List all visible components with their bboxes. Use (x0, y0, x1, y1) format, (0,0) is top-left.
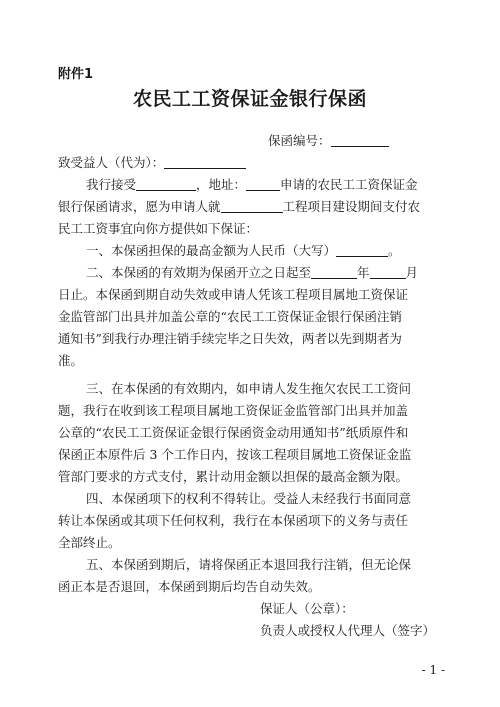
clause-2-line-5: 准。 (58, 353, 84, 368)
clause-1-line (86, 243, 401, 259)
clause-5-line-2: 函正本是否退回，本保函到期后均告自动失效。 (58, 579, 321, 594)
clause-text: 。 (388, 243, 401, 258)
clause-2-line-3: 金监管部门出具并加盖公章的“农民工工资保证金银行保函注销 (58, 309, 402, 324)
beneficiary-blank (164, 156, 246, 169)
project-blank (221, 200, 283, 213)
page-number: - 1 - (421, 663, 445, 677)
intro-text: 我行接受 (86, 177, 137, 192)
address-blank (246, 178, 280, 191)
month-blank (370, 266, 406, 279)
clause-2-line-1 (86, 265, 418, 281)
guarantee-number-line (268, 133, 389, 149)
clause-5-line-1: 五、本保函到期后，请将保函正本退回我行注销，但无论保 (86, 557, 412, 572)
intro-line-1 (86, 177, 418, 193)
guarantee-number-label: 保函编号： (268, 133, 331, 148)
intro-text: ，地址： (196, 177, 247, 192)
applicant-blank (136, 178, 196, 191)
clause-3-line-5: 管部门要求的方式支付，累计动用金额以担保的最高金额为限。 (58, 469, 409, 484)
clause-4-line-3: 全部终止。 (58, 535, 121, 550)
clause-text: 一、本保函担保的最高金额为人民币（大写） (86, 243, 337, 258)
intro-line-2 (58, 199, 420, 215)
attachment-label: 附件1 (58, 67, 94, 82)
clause-text: 二、本保函的有效期为保函开立之日起至 (86, 265, 312, 280)
intro-text: 银行保函请求，愿为申请人就 (58, 199, 221, 214)
guarantor-seal-label: 保证人（公章）： (260, 601, 354, 616)
intro-text: 工程项目建设期间支付农 (282, 199, 421, 214)
clause-4-line-2: 转让本保函或其项下任何权利，我行在本保函项下的义务与责任 (58, 513, 409, 528)
clause-4-line-1: 四、本保函项下的权利不得转让。受益人未经我行书面同意 (86, 491, 412, 506)
clause-2-line-2: 日止。本保函到期自动失效或申请人凭该工程项目属地工资保证 (58, 287, 409, 302)
clause-text: 月 (405, 265, 419, 280)
representative-sign-label: 负责人或授权人代理人（签字） (260, 623, 436, 638)
year-blank (311, 266, 357, 279)
clause-2-line-4: 通知书”到我行办理注销手续完毕之日失效，两者以先到期者为 (58, 331, 402, 346)
clause-3-line-4: 保函正本原件后 3 个工作日内，按该工程项目属地工资保证金监 (58, 447, 412, 462)
beneficiary-line (58, 155, 246, 171)
document-title: 农民工工资保证金银行保函 (132, 88, 367, 110)
clause-3-line-3: 公章的“农民工工资保证金银行保函资金动用通知书”纸质原件和 (58, 425, 409, 440)
amount-blank (336, 244, 388, 257)
clause-3-line-1: 三、在本保函的有效期内，如申请人发生拖欠农民工工资问 (86, 381, 412, 396)
clause-text: 年 (357, 265, 370, 280)
beneficiary-label: 致受益人（代为）： (58, 155, 165, 170)
clause-3-line-2: 题，我行在收到该工程项目属地工资保证金监管部门出具并加盖 (58, 403, 409, 418)
intro-text: 申请的农民工工资保证金 (280, 177, 418, 192)
intro-line-3: 民工工资事宜向你方提供如下保证： (58, 221, 259, 236)
guarantee-number-blank (331, 134, 389, 147)
